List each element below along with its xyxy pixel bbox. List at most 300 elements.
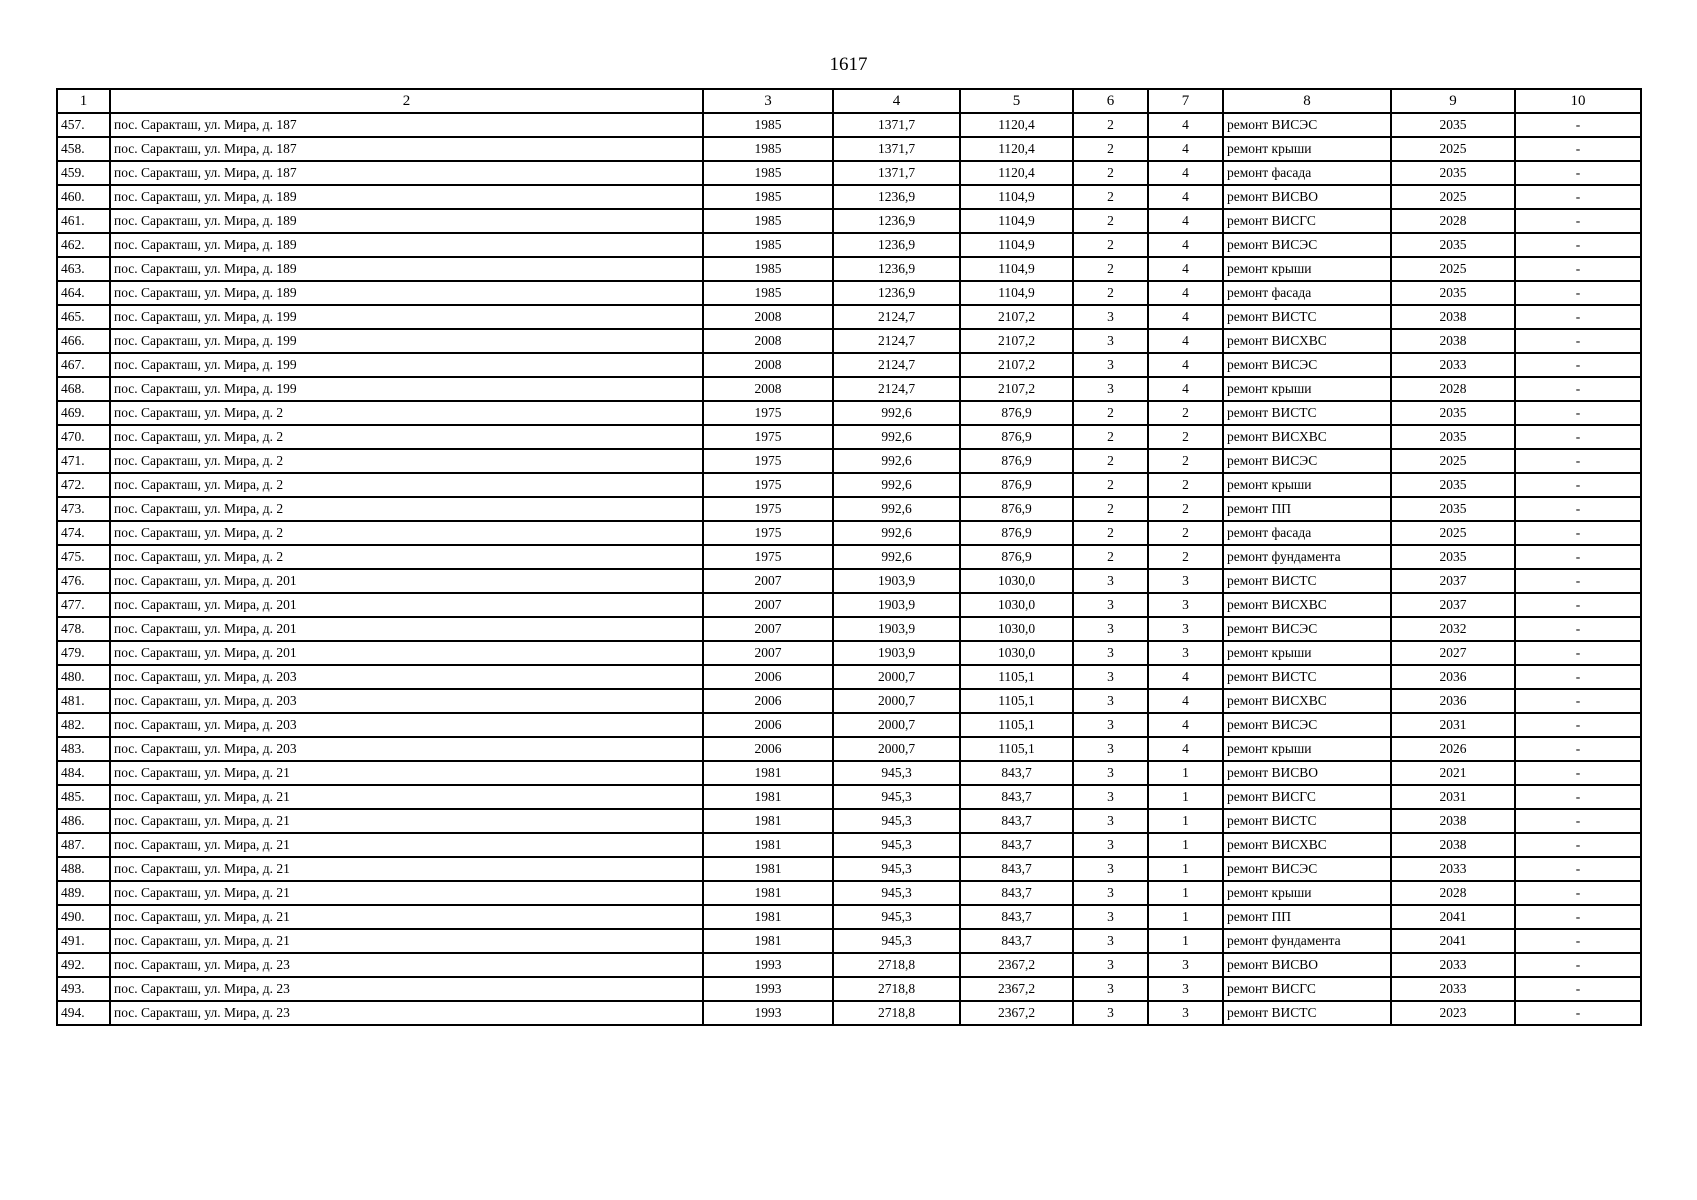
work-type-cell: ремонт ВИСЭС (1223, 113, 1391, 137)
area-total-cell: 992,6 (833, 497, 960, 521)
column-header: 4 (833, 89, 960, 113)
work-type-cell: ремонт ВИСХВС (1223, 593, 1391, 617)
planned-year-cell: 2025 (1391, 137, 1515, 161)
table-row (57, 257, 1641, 281)
floors-cell: 2 (1073, 497, 1148, 521)
area-living-cell: 2107,2 (960, 353, 1073, 377)
table-row (57, 593, 1641, 617)
note-cell: - (1515, 809, 1641, 833)
note-cell: - (1515, 905, 1641, 929)
area-total-cell: 2000,7 (833, 713, 960, 737)
area-total-cell: 1236,9 (833, 185, 960, 209)
planned-year-cell: 2035 (1391, 113, 1515, 137)
address-cell: пос. Саракташ, ул. Мира, д. 203 (110, 689, 703, 713)
work-type-cell: ремонт ВИСТС (1223, 569, 1391, 593)
area-total-cell: 992,6 (833, 545, 960, 569)
year-cell: 1993 (703, 953, 833, 977)
row-number-cell: 467. (57, 353, 110, 377)
planned-year-cell: 2028 (1391, 881, 1515, 905)
area-living-cell: 1030,0 (960, 617, 1073, 641)
area-total-cell: 1236,9 (833, 233, 960, 257)
area-living-cell: 1104,9 (960, 233, 1073, 257)
address-cell: пос. Саракташ, ул. Мира, д. 21 (110, 929, 703, 953)
area-living-cell: 876,9 (960, 473, 1073, 497)
year-cell: 1975 (703, 545, 833, 569)
area-living-cell: 1030,0 (960, 569, 1073, 593)
row-number-cell: 476. (57, 569, 110, 593)
floors-cell: 2 (1073, 281, 1148, 305)
work-type-cell: ремонт ВИСХВС (1223, 425, 1391, 449)
column-header: 5 (960, 89, 1073, 113)
note-cell: - (1515, 1001, 1641, 1025)
year-cell: 1975 (703, 449, 833, 473)
planned-year-cell: 2033 (1391, 857, 1515, 881)
row-number-cell: 491. (57, 929, 110, 953)
floors-cell: 3 (1073, 1001, 1148, 1025)
year-cell: 1981 (703, 905, 833, 929)
year-cell: 2008 (703, 305, 833, 329)
year-cell: 2006 (703, 689, 833, 713)
area-living-cell: 1104,9 (960, 281, 1073, 305)
year-cell: 2007 (703, 641, 833, 665)
area-living-cell: 1030,0 (960, 593, 1073, 617)
address-cell: пос. Саракташ, ул. Мира, д. 199 (110, 329, 703, 353)
year-cell: 1985 (703, 233, 833, 257)
entrances-cell: 1 (1148, 761, 1223, 785)
table-row (57, 977, 1641, 1001)
entrances-cell: 4 (1148, 185, 1223, 209)
entrances-cell: 2 (1148, 497, 1223, 521)
area-living-cell: 843,7 (960, 833, 1073, 857)
planned-year-cell: 2038 (1391, 833, 1515, 857)
entrances-cell: 1 (1148, 809, 1223, 833)
floors-cell: 2 (1073, 473, 1148, 497)
planned-year-cell: 2041 (1391, 929, 1515, 953)
entrances-cell: 4 (1148, 257, 1223, 281)
row-number-cell: 484. (57, 761, 110, 785)
planned-year-cell: 2037 (1391, 569, 1515, 593)
floors-cell: 2 (1073, 209, 1148, 233)
planned-year-cell: 2031 (1391, 713, 1515, 737)
note-cell: - (1515, 953, 1641, 977)
work-type-cell: ремонт ВИСТС (1223, 809, 1391, 833)
entrances-cell: 4 (1148, 161, 1223, 185)
area-total-cell: 992,6 (833, 425, 960, 449)
note-cell: - (1515, 185, 1641, 209)
floors-cell: 2 (1073, 449, 1148, 473)
address-cell: пос. Саракташ, ул. Мира, д. 2 (110, 449, 703, 473)
area-total-cell: 945,3 (833, 905, 960, 929)
address-cell: пос. Саракташ, ул. Мира, д. 23 (110, 1001, 703, 1025)
row-number-cell: 492. (57, 953, 110, 977)
address-cell: пос. Саракташ, ул. Мира, д. 21 (110, 785, 703, 809)
planned-year-cell: 2038 (1391, 305, 1515, 329)
table-row (57, 113, 1641, 137)
planned-year-cell: 2035 (1391, 473, 1515, 497)
work-type-cell: ремонт крыши (1223, 377, 1391, 401)
note-cell: - (1515, 689, 1641, 713)
entrances-cell: 4 (1148, 353, 1223, 377)
table-row (57, 281, 1641, 305)
work-type-cell: ремонт ВИСТС (1223, 305, 1391, 329)
note-cell: - (1515, 545, 1641, 569)
column-header: 8 (1223, 89, 1391, 113)
area-living-cell: 843,7 (960, 761, 1073, 785)
entrances-cell: 1 (1148, 857, 1223, 881)
note-cell: - (1515, 377, 1641, 401)
entrances-cell: 2 (1148, 425, 1223, 449)
year-cell: 1985 (703, 257, 833, 281)
note-cell: - (1515, 425, 1641, 449)
table-row (57, 521, 1641, 545)
row-number-cell: 468. (57, 377, 110, 401)
planned-year-cell: 2036 (1391, 665, 1515, 689)
note-cell: - (1515, 569, 1641, 593)
area-living-cell: 876,9 (960, 449, 1073, 473)
work-type-cell: ремонт фундамента (1223, 929, 1391, 953)
year-cell: 1985 (703, 137, 833, 161)
area-total-cell: 945,3 (833, 785, 960, 809)
note-cell: - (1515, 593, 1641, 617)
table-row (57, 785, 1641, 809)
planned-year-cell: 2025 (1391, 185, 1515, 209)
table-row (57, 881, 1641, 905)
address-cell: пос. Саракташ, ул. Мира, д. 201 (110, 617, 703, 641)
address-cell: пос. Саракташ, ул. Мира, д. 199 (110, 305, 703, 329)
year-cell: 1981 (703, 785, 833, 809)
work-type-cell: ремонт ВИСХВС (1223, 689, 1391, 713)
planned-year-cell: 2035 (1391, 161, 1515, 185)
year-cell: 1981 (703, 833, 833, 857)
area-total-cell: 945,3 (833, 833, 960, 857)
planned-year-cell: 2038 (1391, 329, 1515, 353)
planned-year-cell: 2033 (1391, 353, 1515, 377)
planned-year-cell: 2041 (1391, 905, 1515, 929)
year-cell: 1975 (703, 425, 833, 449)
year-cell: 2008 (703, 353, 833, 377)
work-type-cell: ремонт ПП (1223, 905, 1391, 929)
address-cell: пос. Саракташ, ул. Мира, д. 2 (110, 521, 703, 545)
address-cell: пос. Саракташ, ул. Мира, д. 2 (110, 497, 703, 521)
floors-cell: 3 (1073, 809, 1148, 833)
entrances-cell: 1 (1148, 881, 1223, 905)
address-cell: пос. Саракташ, ул. Мира, д. 189 (110, 257, 703, 281)
floors-cell: 3 (1073, 737, 1148, 761)
address-cell: пос. Саракташ, ул. Мира, д. 189 (110, 233, 703, 257)
area-living-cell: 843,7 (960, 929, 1073, 953)
row-number-cell: 457. (57, 113, 110, 137)
floors-cell: 3 (1073, 689, 1148, 713)
planned-year-cell: 2035 (1391, 281, 1515, 305)
planned-year-cell: 2025 (1391, 521, 1515, 545)
area-living-cell: 2367,2 (960, 977, 1073, 1001)
planned-year-cell: 2033 (1391, 977, 1515, 1001)
year-cell: 2007 (703, 569, 833, 593)
address-cell: пос. Саракташ, ул. Мира, д. 21 (110, 881, 703, 905)
work-type-cell: ремонт крыши (1223, 641, 1391, 665)
work-type-cell: ремонт ВИСЭС (1223, 353, 1391, 377)
floors-cell: 3 (1073, 929, 1148, 953)
year-cell: 2007 (703, 617, 833, 641)
table-row (57, 569, 1641, 593)
area-total-cell: 992,6 (833, 449, 960, 473)
year-cell: 1981 (703, 857, 833, 881)
planned-year-cell: 2035 (1391, 425, 1515, 449)
work-type-cell: ремонт ВИСЭС (1223, 617, 1391, 641)
area-total-cell: 1903,9 (833, 593, 960, 617)
planned-year-cell: 2023 (1391, 1001, 1515, 1025)
row-number-cell: 469. (57, 401, 110, 425)
area-living-cell: 876,9 (960, 521, 1073, 545)
row-number-cell: 459. (57, 161, 110, 185)
entrances-cell: 4 (1148, 737, 1223, 761)
area-living-cell: 1105,1 (960, 665, 1073, 689)
row-number-cell: 463. (57, 257, 110, 281)
row-number-cell: 481. (57, 689, 110, 713)
row-number-cell: 460. (57, 185, 110, 209)
entrances-cell: 3 (1148, 977, 1223, 1001)
address-cell: пос. Саракташ, ул. Мира, д. 199 (110, 377, 703, 401)
area-total-cell: 945,3 (833, 809, 960, 833)
note-cell: - (1515, 737, 1641, 761)
area-living-cell: 1030,0 (960, 641, 1073, 665)
row-number-cell: 485. (57, 785, 110, 809)
area-living-cell: 876,9 (960, 497, 1073, 521)
planned-year-cell: 2036 (1391, 689, 1515, 713)
work-type-cell: ремонт ВИСЭС (1223, 857, 1391, 881)
row-number-cell: 466. (57, 329, 110, 353)
table-row (57, 401, 1641, 425)
area-total-cell: 2124,7 (833, 305, 960, 329)
area-total-cell: 2718,8 (833, 953, 960, 977)
year-cell: 1985 (703, 185, 833, 209)
address-cell: пос. Саракташ, ул. Мира, д. 23 (110, 977, 703, 1001)
year-cell: 2006 (703, 737, 833, 761)
entrances-cell: 1 (1148, 833, 1223, 857)
note-cell: - (1515, 281, 1641, 305)
entrances-cell: 3 (1148, 1001, 1223, 1025)
note-cell: - (1515, 761, 1641, 785)
year-cell: 2007 (703, 593, 833, 617)
area-total-cell: 1236,9 (833, 257, 960, 281)
note-cell: - (1515, 881, 1641, 905)
column-header: 9 (1391, 89, 1515, 113)
row-number-cell: 490. (57, 905, 110, 929)
entrances-cell: 4 (1148, 209, 1223, 233)
area-living-cell: 1105,1 (960, 737, 1073, 761)
area-living-cell: 843,7 (960, 881, 1073, 905)
address-cell: пос. Саракташ, ул. Мира, д. 199 (110, 353, 703, 377)
year-cell: 2006 (703, 665, 833, 689)
area-living-cell: 843,7 (960, 785, 1073, 809)
row-number-cell: 488. (57, 857, 110, 881)
floors-cell: 3 (1073, 329, 1148, 353)
repair-schedule-table (56, 88, 1642, 1026)
entrances-cell: 2 (1148, 449, 1223, 473)
address-cell: пос. Саракташ, ул. Мира, д. 187 (110, 161, 703, 185)
area-living-cell: 2367,2 (960, 1001, 1073, 1025)
address-cell: пос. Саракташ, ул. Мира, д. 201 (110, 641, 703, 665)
table-row (57, 737, 1641, 761)
area-total-cell: 1371,7 (833, 113, 960, 137)
page-number: 1617 (829, 54, 868, 75)
floors-cell: 3 (1073, 569, 1148, 593)
note-cell: - (1515, 113, 1641, 137)
table-row (57, 905, 1641, 929)
address-cell: пос. Саракташ, ул. Мира, д. 189 (110, 281, 703, 305)
column-header: 6 (1073, 89, 1148, 113)
note-cell: - (1515, 233, 1641, 257)
area-total-cell: 1903,9 (833, 641, 960, 665)
area-total-cell: 945,3 (833, 761, 960, 785)
row-number-cell: 475. (57, 545, 110, 569)
entrances-cell: 4 (1148, 281, 1223, 305)
floors-cell: 3 (1073, 761, 1148, 785)
note-cell: - (1515, 473, 1641, 497)
work-type-cell: ремонт ВИСВО (1223, 185, 1391, 209)
area-total-cell: 992,6 (833, 473, 960, 497)
table-row (57, 929, 1641, 953)
table-row (57, 953, 1641, 977)
table-header-row (57, 89, 1641, 113)
work-type-cell: ремонт фасада (1223, 281, 1391, 305)
note-cell: - (1515, 977, 1641, 1001)
work-type-cell: ремонт ВИСВО (1223, 953, 1391, 977)
table-row (57, 617, 1641, 641)
entrances-cell: 4 (1148, 377, 1223, 401)
area-living-cell: 1120,4 (960, 161, 1073, 185)
row-number-cell: 465. (57, 305, 110, 329)
floors-cell: 3 (1073, 305, 1148, 329)
row-number-cell: 461. (57, 209, 110, 233)
work-type-cell: ремонт крыши (1223, 473, 1391, 497)
table-row (57, 161, 1641, 185)
table-row (57, 449, 1641, 473)
note-cell: - (1515, 329, 1641, 353)
work-type-cell: ремонт ВИСТС (1223, 665, 1391, 689)
year-cell: 2008 (703, 329, 833, 353)
floors-cell: 3 (1073, 665, 1148, 689)
entrances-cell: 2 (1148, 521, 1223, 545)
floors-cell: 3 (1073, 377, 1148, 401)
address-cell: пос. Саракташ, ул. Мира, д. 2 (110, 545, 703, 569)
work-type-cell: ремонт фундамента (1223, 545, 1391, 569)
year-cell: 2008 (703, 377, 833, 401)
note-cell: - (1515, 401, 1641, 425)
note-cell: - (1515, 257, 1641, 281)
row-number-cell: 471. (57, 449, 110, 473)
note-cell: - (1515, 497, 1641, 521)
area-total-cell: 1903,9 (833, 569, 960, 593)
planned-year-cell: 2025 (1391, 449, 1515, 473)
planned-year-cell: 2031 (1391, 785, 1515, 809)
address-cell: пос. Саракташ, ул. Мира, д. 23 (110, 953, 703, 977)
table-row (57, 833, 1641, 857)
entrances-cell: 3 (1148, 569, 1223, 593)
note-cell: - (1515, 617, 1641, 641)
note-cell: - (1515, 785, 1641, 809)
column-header: 1 (57, 89, 110, 113)
area-total-cell: 2000,7 (833, 689, 960, 713)
year-cell: 1985 (703, 113, 833, 137)
year-cell: 1975 (703, 401, 833, 425)
row-number-cell: 474. (57, 521, 110, 545)
area-living-cell: 1104,9 (960, 257, 1073, 281)
area-living-cell: 876,9 (960, 545, 1073, 569)
address-cell: пос. Саракташ, ул. Мира, д. 201 (110, 593, 703, 617)
entrances-cell: 3 (1148, 617, 1223, 641)
entrances-cell: 4 (1148, 329, 1223, 353)
floors-cell: 2 (1073, 137, 1148, 161)
work-type-cell: ремонт ВИСТС (1223, 401, 1391, 425)
row-number-cell: 494. (57, 1001, 110, 1025)
area-living-cell: 2367,2 (960, 953, 1073, 977)
area-living-cell: 2107,2 (960, 377, 1073, 401)
note-cell: - (1515, 137, 1641, 161)
area-total-cell: 992,6 (833, 401, 960, 425)
entrances-cell: 3 (1148, 593, 1223, 617)
area-total-cell: 945,3 (833, 857, 960, 881)
note-cell: - (1515, 209, 1641, 233)
row-number-cell: 489. (57, 881, 110, 905)
year-cell: 1975 (703, 497, 833, 521)
area-total-cell: 992,6 (833, 521, 960, 545)
planned-year-cell: 2025 (1391, 257, 1515, 281)
area-living-cell: 1105,1 (960, 713, 1073, 737)
work-type-cell: ремонт фасада (1223, 521, 1391, 545)
year-cell: 1985 (703, 209, 833, 233)
area-living-cell: 843,7 (960, 809, 1073, 833)
year-cell: 1993 (703, 977, 833, 1001)
row-number-cell: 486. (57, 809, 110, 833)
address-cell: пос. Саракташ, ул. Мира, д. 189 (110, 185, 703, 209)
area-total-cell: 1371,7 (833, 137, 960, 161)
entrances-cell: 4 (1148, 113, 1223, 137)
year-cell: 2006 (703, 713, 833, 737)
year-cell: 1981 (703, 881, 833, 905)
column-header: 7 (1148, 89, 1223, 113)
table-row (57, 137, 1641, 161)
work-type-cell: ремонт ВИСТС (1223, 1001, 1391, 1025)
address-cell: пос. Саракташ, ул. Мира, д. 21 (110, 761, 703, 785)
row-number-cell: 493. (57, 977, 110, 1001)
area-total-cell: 2000,7 (833, 665, 960, 689)
entrances-cell: 3 (1148, 641, 1223, 665)
planned-year-cell: 2035 (1391, 545, 1515, 569)
planned-year-cell: 2028 (1391, 209, 1515, 233)
floors-cell: 2 (1073, 113, 1148, 137)
table-row (57, 665, 1641, 689)
year-cell: 1985 (703, 281, 833, 305)
year-cell: 1981 (703, 929, 833, 953)
work-type-cell: ремонт крыши (1223, 137, 1391, 161)
floors-cell: 3 (1073, 593, 1148, 617)
work-type-cell: ремонт фасада (1223, 161, 1391, 185)
planned-year-cell: 2028 (1391, 377, 1515, 401)
area-living-cell: 2107,2 (960, 305, 1073, 329)
address-cell: пос. Саракташ, ул. Мира, д. 2 (110, 401, 703, 425)
row-number-cell: 478. (57, 617, 110, 641)
area-total-cell: 1236,9 (833, 281, 960, 305)
address-cell: пос. Саракташ, ул. Мира, д. 187 (110, 137, 703, 161)
address-cell: пос. Саракташ, ул. Мира, д. 21 (110, 857, 703, 881)
work-type-cell: ремонт ВИСГС (1223, 977, 1391, 1001)
address-cell: пос. Саракташ, ул. Мира, д. 189 (110, 209, 703, 233)
address-cell: пос. Саракташ, ул. Мира, д. 21 (110, 905, 703, 929)
year-cell: 1981 (703, 761, 833, 785)
floors-cell: 2 (1073, 257, 1148, 281)
address-cell: пос. Саракташ, ул. Мира, д. 203 (110, 737, 703, 761)
